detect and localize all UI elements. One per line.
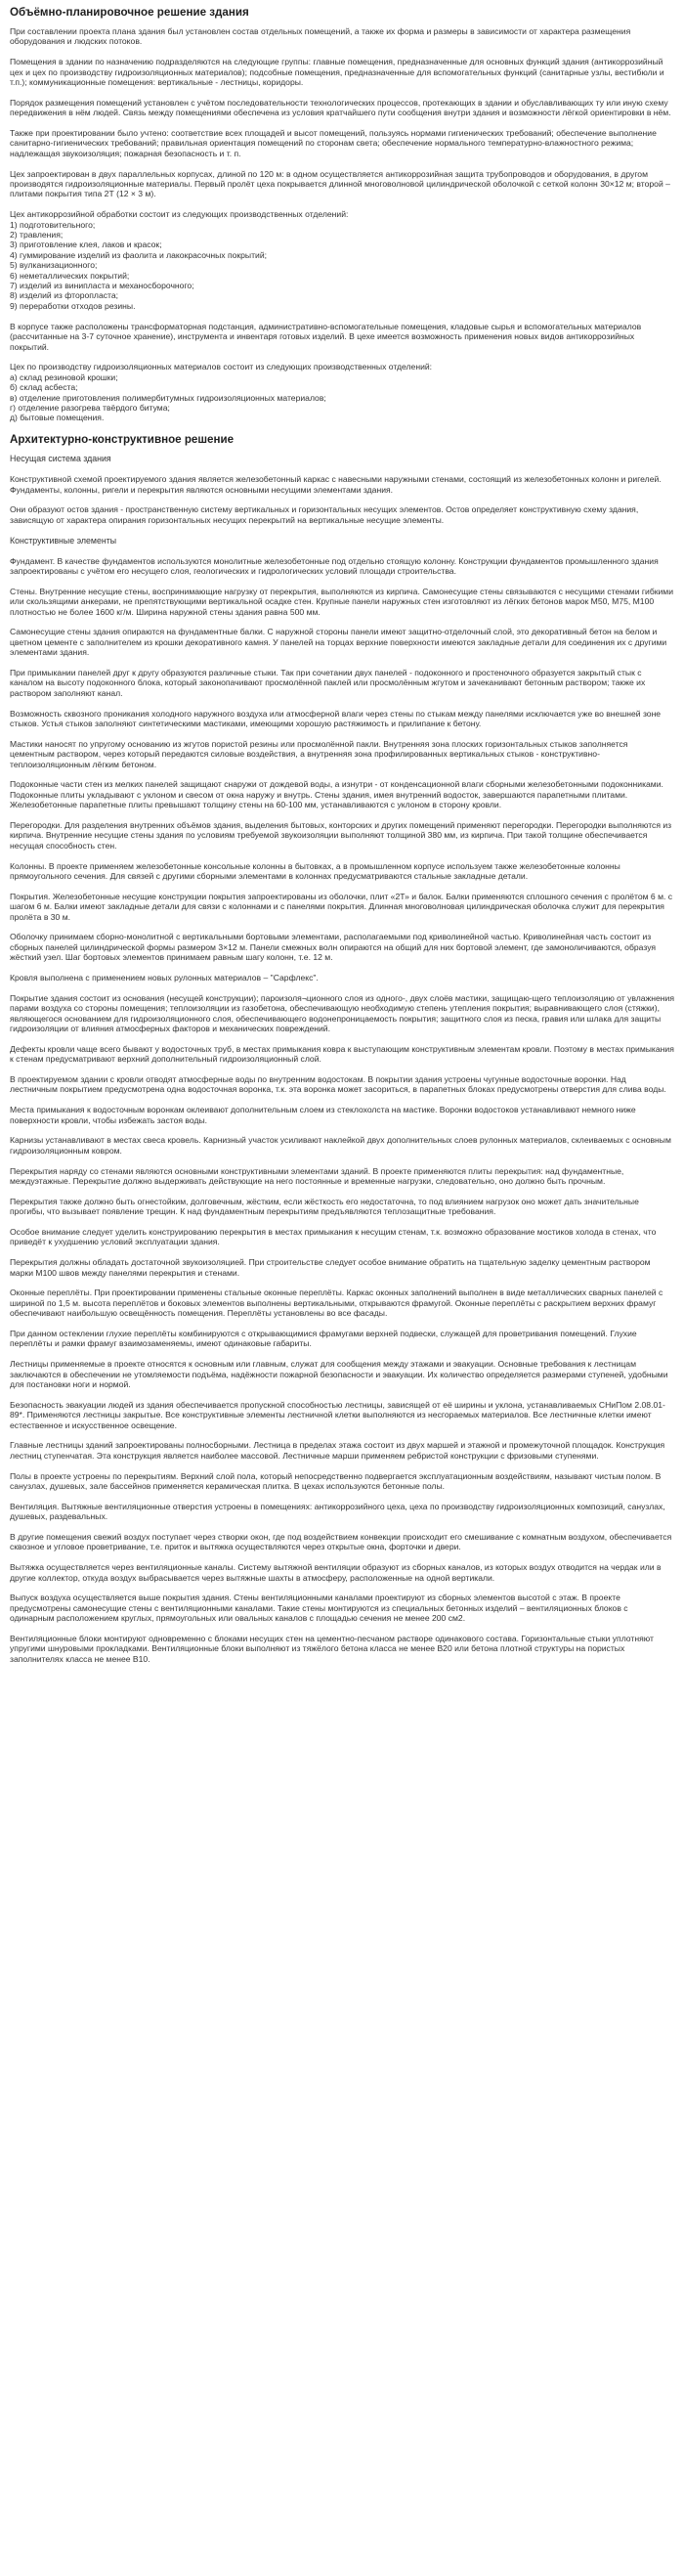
paragraph: При данном остеклении глухие переплёты комбинируются с открывающимися фрамугами верхней подвески, служащей для проветривания помещений. Глухие переплёты и рамки фрамуг взаимозаменяемы, имеют одинаковые габариты. xyxy=(10,1329,637,1349)
paragraph: Выпуск воздуха осуществляется выше покрытия здания. Стены вентиляционными каналами проектируют из сборных элементов высотой с этаж. В проекте предусмотрены самонесущие стены с вентиляционными каналами. Такие стены монтируются из специальных бетонных изделий – вентиляционных блоков с одинарным расположением круглых, прямоугольных или овальных каналов с площадью сечения не менее 200 см2. xyxy=(10,1593,628,1624)
list-item: 9) переработки отходов резины. xyxy=(10,300,136,311)
subsection-title: Несущая система здания xyxy=(10,454,111,464)
list-intro: Цех антикоррозийной обработки состоит из следующих производственных отделений: xyxy=(10,209,349,220)
paragraph: Карнизы устанавливают в местах свеса кровель. Карнизный участок усиливают наклейкой двух дополнительных слоев рулонных материалов, склеиваемых с основным гидроизоляционным ковром. xyxy=(10,1135,671,1156)
paragraph: Главные лестницы зданий запроектированы полносборными. Лестница в пределах этажа состоит из двух маршей и этажной и промежуточной площадок. Конструкция лестниц ступенчатая. Эта конструкция является наиболее массовой. Лестничные марши применяем ребристой конструкции с фризовыми ступенями. xyxy=(10,1440,665,1461)
paragraph: Конструктивной схемой проектируемого здания является железобетонный каркас с навесными наружными стенами, состоящий из железобетонных колонн и ригелей. Фундаменты, колонны, ригели и перекрытия являются основными несущими элементами здания. xyxy=(10,474,662,495)
list-item: в) отделение приготовления полимербитумных гидроизоляционных материалов; xyxy=(10,392,326,403)
paragraph: Лестницы применяемые в проекте относятся к основным или главным, служат для сообщения между этажами и эвакуации. Основные требования к лестницам заключаются в обеспечении не утомляемости подъёма, надёжности пожарной безопасности и эвакуации. Их количество определяется размерами ступеней, удобными для постановки ноги и нормой. xyxy=(10,1359,668,1390)
paragraph: Покрытие здания состоит из основания (несущей конструкции); пароизоля¬ционного слоя из одного-, двух слоёв мастики, защищаю-щего теплоизоляцию от увлажнения парами воздуха со стороны помещения; теплоизоляции из газобетона, обеспечивающую необходимую степень утепления покрытия; выравнивающего слоя (стяжки), являющегося основанием для гидроизоляционного слоя, обеспечивающего водонепроницаемость покрытия; защитного слоя из песка, гравия или шлака для защиты гидроизоляции от влияния атмосферных факторов и механических повреждений. xyxy=(10,992,674,1033)
section-title: Архитектурно-конструктивное решение xyxy=(10,433,235,447)
paragraph: Кровля выполнена с применением новых рулонных материалов – "Сарфлекс". xyxy=(10,972,319,982)
paragraph: Вентиляционные блоки монтируют одновременно с блоками несущих стен на цементно-песчаном растворе одинакового состава. Горизонтальные стыки уплотняют упругими шнуровыми прокладками. Вентиляционные блоки выполняют из тяжёлого бетона класса не менее В20 или бетона плотной структуры на пористых заполнителях класса не менее В10. xyxy=(10,1634,654,1664)
paragraph: Безопасность эвакуации людей из здания обеспечивается пропускной способностью лестницы, зависящей от её ширины и уклона, устанавливаемых СНиПом 2.08.01-89*. Применяются лестницы закрытые. Все конструктивные элементы лестничной клетки выполняются из несгораемых материалов. Все лестничные клетки имеют естественное и искусственное освещение. xyxy=(10,1399,665,1430)
list-item: 3) приготовление клея, лаков и красок; xyxy=(10,240,162,250)
paragraph: Помещения в здании по назначению подразделяются на следующие группы: главные помещения, предназначенные для основных функций здания (антикоррозийный цех и цех по производству гидроизоляционных материалов); подсобные помещения, предназначенные для вспомогательных функций (санитарные узлы, вестибюли и т.п.); коммуникационные помещения: вертикальные - лестницы, коридоры. xyxy=(10,57,664,88)
paragraph: Колонны. В проекте применяем железобетонные консольные колонны в бытовках, а в промышленном корпусе используем также железобетонные колонны прямоугольного сечения. Для связей с другими сборными элементами в колоннах предусматриваются стальные закладные детали. xyxy=(10,860,620,881)
paragraph: Цех запроектирован в двух параллельных корпусах, длиной по 120 м: в одном осуществляется антикоррозийная защита трубопроводов и оборудования, в другом производятся гидроизоляционные материалы. Первый пролёт цеха покрывается длинной многоволновой цилиндрической оболочкой с сеткой колонн 30×12 м; второй – плитами покрытия типа 2Т (12 × 3 м). xyxy=(10,168,670,199)
list-item: 6) неметаллических покрытий; xyxy=(10,270,130,281)
paragraph: Фундамент. В качестве фундаментов используются монолитные железобетонные под отдельно стоящую колонну. Конструкции фундаментов промышленного здания запроектированы с учётом его несущего слоя, геологических и гидрологических условий площади строительства. xyxy=(10,555,659,576)
list-item: 8) изделий из фторопласта; xyxy=(10,290,119,301)
departments-list-2 xyxy=(10,362,674,422)
list-item: г) отделение разогрева твёрдого битума; xyxy=(10,402,170,413)
paragraph: Покрытия. Железобетонные несущие конструкции покрытия запроектированы из оболочки, плит «2Т» и балок. Балки применяются сплошного сечения с пролётом 6 м. с шагом 6 м. Балки имеют закладные детали для связи с колоннами и с панелями покрытия. Длинная многоволновая цилиндрическая оболочка служит для перекрытия пролёта в 30 м. xyxy=(10,891,673,922)
list-item: 5) вулканизационного; xyxy=(10,260,98,271)
section-title: Объёмно-планировочное решение здания xyxy=(10,6,249,19)
paragraph: Места примыкания к водосточным воронкам оклеивают дополнительным слоем из стеклохолста на мастике. Воронки водостоков устанавливают немного ниже поверхности кровли, чтобы избежать застоя воды. xyxy=(10,1105,636,1125)
paragraph: Перекрытия наряду со стенами являются основными конструктивными элементами зданий. В проекте применяются плиты перекрытия: над фундаментные, междуэтажные. Перекрытие должно выдерживать действующие на него постоянные и временные нагрузки, следовательно, оно должно быть прочным. xyxy=(10,1165,624,1187)
paragraph: Мастики наносят по упругому основанию из жгутов пористой резины или просмолённой пакли. Внутренняя зона плоских горизонтальных стыков заполняется цементным раствором, через который передаются силовые воздействия, а внутренняя зона профилированных вертикальных стыков - конструктивно-теплоизоляционным лёгким бетоном. xyxy=(10,738,628,769)
paragraph: В другие помещения свежий воздух поступает через створки окон, где под воздействием конвекции происходит его смешивание с комнатным воздухом, обеспечивается сквозное и угловое проветривание, т.е. приток и вытяжка осуществляются через открытые окна, форточки и двери. xyxy=(10,1532,672,1552)
list-item: д) бытовые помещения. xyxy=(10,413,105,423)
list-item: а) склад резиновой крошки; xyxy=(10,371,118,382)
paragraph: В корпусе также расположены трансформаторная подстанция, административно-вспомогательные помещения, кладовые сырья и вспомогательных материалов (рассчитанные на 3-7 суточное хранение), инструмента и инвентаря готовых изделий. В цехе имеется возможность применения новых видов антикоррозийных покрытий. xyxy=(10,321,642,352)
paragraph: Полы в проекте устроены по перекрытиям. Верхний слой пола, который непосредственно подвергается эксплуатационным воздействиям, называют чистым полом. В санузлах, душевых, зале бассейнов применяется керамическая плитка. В цехах используются бетонные полы. xyxy=(10,1470,662,1492)
paragraph: Оболочку принимаем сборно-монолитной с вертикальными бортовыми элементами, располагаемыми под криволинейной частью. Криволинейная часть состоит из сборных панелей цилиндрической формы размером 3×12 м. Панели смежных волн опираются на общий для них бортовой элемент, где замоноличиваются, образуя жёсткий узел. Шаг бортовых элементов принимаем равным шагу колонн, т.е. 12 м. xyxy=(10,932,657,963)
list-item: 1) подготовительного; xyxy=(10,219,96,230)
paragraph: Вытяжка осуществляется через вентиляционные каналы. Систему вытяжной вентиляции образуют из сборных каналов, из которых воздух отводится на чердак или в другие коллектор, откуда воздух выбрасывается через вытяжные шахты в атмосферу, расположенные на одной вертикали. xyxy=(10,1562,662,1583)
paragraph: Перегородки. Для разделения внутренних объёмов здания, выделения бытовых, конторских и других помещений применяют перегородки. Перегородки выполняются из кирпича. Внутренние несущие стены здания по условиям требуемой звукоизоляции выполняют толщиной 380 мм, из кирпича. При такой толщине обеспечивается несущая способность стен. xyxy=(10,819,672,851)
list-item: 2) травления; xyxy=(10,230,64,240)
paragraph: Подоконные части стен из мелких панелей защищают снаружи от дождевой воды, а изнутри - от конденсационной влаги сборными железобетонными подоконниками. Подоконные плиты укладывают с уклоном и свесом от окна наружу и внутрь. Стены здания, имея внутренний водосток, завершаются парапетными плитами. Железобетонные парапетные плиты превышают толщину стены на 60-100 мм, устанавливаются с уклоном в сторону кровли. xyxy=(10,779,663,810)
paragraph: Перекрытия должны обладать достаточной звукоизоляцией. При строительстве следует особое внимание обратить на тщательную заделку цементным раствором марки М100 швов между панелями перекрытия и стенами. xyxy=(10,1257,651,1278)
paragraph: При составлении проекта плана здания был установлен состав отдельных помещений, а также их форма и размеры в зависимости от характера размещения оборудования и людских потоков. xyxy=(10,26,631,47)
paragraph: В проектируемом здании с кровли отводят атмосферные воды по внутренним водостокам. В покрытии здания устроены чугунные водосточные воронки. Над лестничным покрытием предусмотрена одна водосточная воронка, т.к. эта воронка может засориться, в парапетных блоках предусмотрены отверстия для слива воды. xyxy=(10,1074,666,1095)
subsection-title: Конструктивные элементы xyxy=(10,535,117,546)
paragraph: Оконные переплёты. При проектировании применены стальные оконные переплёты. Каркас оконных заполнений выполнен в виде металлических сварных панелей с шириной по 1,5 м. высота переплётов и боковых элементов выполнены вертикальными, открываются фрамугой. Оконные переплёты с раскрытием верхних фрамуг обеспечивают наибольшую освещённость помещения. Переплёты установлены во все фасады. xyxy=(10,1288,663,1319)
paragraph: Они образуют остов здания - пространственную систему вертикальных и горизонтальных несущих элементов. Остов определяет конструктивную схему здания, зависящую от характера опирания горизонтальных несущих перекрытий на вертикальные несущие элементы. xyxy=(10,504,639,525)
list-item: 7) изделий из винипласта и механосборочного; xyxy=(10,281,194,291)
paragraph: Самонесущие стены здания опираются на фундаментные балки. С наружной стороны панели имеют защитно-отделочный слой, это декоративный бетон на белом и цветном цементе с заполнителем из крошки декоративного камня. У панелей на торцах верхние поверхности имеются закладные детали для соединения их с другими элементами здания. xyxy=(10,627,667,658)
paragraph: Порядок размещения помещений установлен с учётом последовательности технологических процессов, протекающих в здании и обуславливающих ту или иную схему передвижения в нём людей. Связь между помещениями обеспечена из условия кратчайшего пути сообщения внутри здания и возможности лёгкой ориентировки в нём. xyxy=(10,97,671,118)
paragraph: Вентиляция. Вытяжные вентиляционные отверстия устроены в помещениях: антикоррозийного цеха, цеха по производству гидроизоляционных композиций, санузлах, душевых, раздевальных. xyxy=(10,1501,665,1522)
paragraph: Особое внимание следует уделить конструированию перекрытия в местах примыкания к несущим стенам, т.к. возможно образование мостиков холода в стенах, что приведёт к ухудшению условий эксплуатации здания. xyxy=(10,1227,657,1247)
list-item: б) склад асбеста; xyxy=(10,382,78,393)
paragraph: При примыкании панелей друг к другу образуются различные стыки. Так при сочетании двух панелей - подоконного и простеночного образуется закрытый стык с каналом на высоту подоконного блока, который законопачивают просмолённой паклей или просмолённым жгутом и зачеканивают бетонным раствором; также их раствором заполняют канал. xyxy=(10,667,646,698)
list-item: 4) гуммирование изделий из фаолита и лакокрасочных покрытий; xyxy=(10,249,268,260)
departments-list xyxy=(10,209,674,311)
paragraph: Дефекты кровли чаще всего бывают у водосточных труб, в местах примыкания ковра к выступающим конструктивным элементам кровли. Поэтому в местах примыкания к стенам предусматривают верхний дополнительный гидроизоляционный слой. xyxy=(10,1043,674,1065)
list-intro: Цех по производству гидроизоляционных материалов состоит из следующих производственных отделений: xyxy=(10,362,433,372)
paragraph: Также при проектировании было учтено: соответствие всех площадей и высот помещений, пользуясь нормами гигиенических требований; обеспечение выполнение санитарно-гигиенических требований; правильная ориентация помещений по сторонам света; обеспечение нормального температурно-влажностного режима; надлежащая звукоизоляция; пожарная безопасность и т. п. xyxy=(10,128,657,158)
paragraph: Перекрытия также должно быть огнестойким, долговечным, жёстким, если жёсткость его недостаточна, то под влиянием нагрузок оно может дать значительные прогибы, что вызывает появление трещин. К над фундаментным перекрытиям предъявляются теплозащитные требования. xyxy=(10,1196,639,1217)
paragraph: Стены. Внутренние несущие стены, воспринимающие нагрузку от перекрытия, выполняются из кирпича. Самонесущие стены связываются с несущими стенами гибкими или скользящими анкерами, не препятствующими вертикальной осадке стен. Крупные панели наружных стен изготовляют из лёгких бетонов марок М50, М75, М100 плотностью не более 1600 кг/м. Ширина наружной стены здания равна 500 мм. xyxy=(10,586,674,617)
paragraph: Возможность сквозного проникания холодного наружного воздуха или атмосферной влаги через стены по стыкам между панелями исключается уже во внешней зоне стыков. Устья стыков заполняют синтетическими мастиками, имеющими хорошую растяжимость и прилипание к бетону. xyxy=(10,708,662,728)
